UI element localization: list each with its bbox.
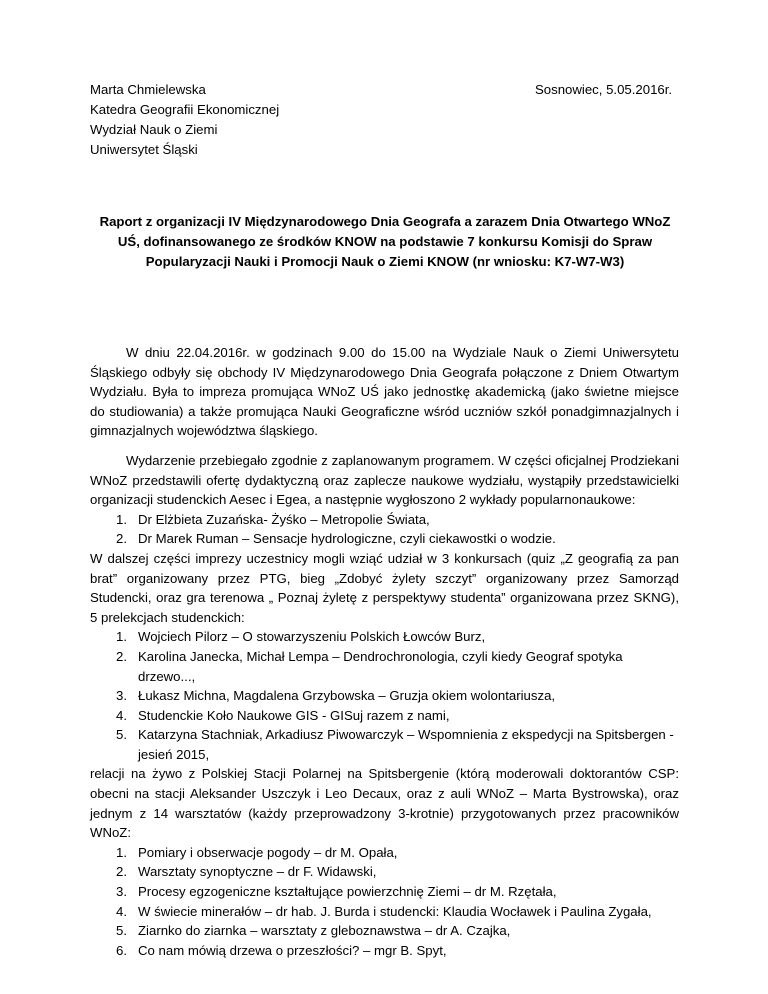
author-name: Marta Chmielewska [90,82,206,97]
list-item [90,529,679,549]
author-department: Katedra Geografii Ekonomicznej [90,102,280,117]
list-item [90,941,679,961]
list-item-text: Łukasz Michna, Magdalena Grzybowska – Gruzja okiem wolontariusza, [138,688,556,704]
paragraph-program: Wydarzenie przebiegało zgodnie z zaplanowanym programem. W części oficjalnej Prodziekani WNoZ przedstawili ofertę dydaktyczną oraz zaplecze naukowe wydziału, wystąpiły przedstawicielki organizacji studenckich Aesec i Egea, a następnie wygłoszono 2 wykłady popularnonaukowe: [90,452,679,508]
list-item-text: Warsztaty synoptyczne – dr F. Widawski, [138,864,377,880]
list-item [90,862,679,882]
list-number: 5. [116,923,127,939]
list-number: 2. [116,531,127,547]
list-item-text: Co nam mówią drzewa o przeszłości? – mgr B. Spyt, [138,942,447,958]
list-number: 5. [116,727,127,743]
list-item [90,843,679,863]
list-item-text: Wojciech Pilorz – O stowarzyszeniu Polskich Łowców Burz, [138,629,486,645]
list-number: 1. [116,629,127,645]
author-faculty: Wydział Nauk o Ziemi [90,122,218,137]
list-number: 2. [116,864,127,880]
list-item-text: Dr Marek Ruman – Sensacje hydrologiczne, czyli ciekawostki o wodzie. [138,531,556,547]
list-item-text: Studenckie Koło Naukowe GIS - GISuj razem z nami, [138,707,450,723]
list-number: 3. [116,688,127,704]
list-number: 4. [116,903,127,919]
list-item [90,882,679,902]
list-number: 4. [116,707,127,723]
list-item-text: W świecie minerałów – dr hab. J. Burda i studencki: Klaudia Wocławek i Paulina Zygała, [138,903,652,919]
workshops-list [90,843,679,961]
list-item [90,510,679,530]
list-item-text: Ziarnko do ziarnka – warsztaty z gleboznawstwa – dr A. Czajka, [138,923,511,939]
list-item-text: Pomiary i obserwacje pogody – dr M. Opała, [138,844,398,860]
report-title: Raport z organizacji IV Międzynarodowego Dnia Geografa a zarazem Dnia Otwartego WNoZ UŚ, dofinansowanego ze środków KNOW na podstawie 7 konkursu Komisji do Spraw Popularyzacji Nauki i Promocji Nauk o Ziemi KNOW (nr wniosku: K7-W7-W3) [99,214,671,269]
list-number: 2. [116,648,127,664]
list-number: 1. [116,511,127,527]
list-item [90,647,679,686]
report-body [90,343,679,960]
paragraph-polar-station: relacji na żywo z Polskiej Stacji Polarnej na Spitsbergenie (którą moderowali doktorantów CSP: obecni na stacji Aleksander Uszczyk i Leo Decaux, oraz z auli WNoZ – Marta Bystrowska), oraz jednym z 14 warsztatów (każdy przeprowadzony 3-krotnie) przygotowanych przez pracowników WNoZ: [90,766,679,841]
list-item [90,921,679,941]
list-item [90,706,679,726]
place-date: Sosnowiec, 5.05.2016r. [535,82,673,97]
list-item-text: Dr Elżbieta Zuzańska- Żyśko – Metropolie Świata, [138,511,430,527]
talks-list [90,627,679,764]
list-item-text: Katarzyna Stachniak, Arkadiusz Piwowarczyk – Wspomnienia z ekspedycji na Spitsbergen - jesień 2015, [138,727,674,762]
list-item-text: Karolina Janecka, Michał Lempa – Dendrochronologia, czyli kiedy Geograf spotyka drzewo..., [138,648,623,684]
list-item [90,725,679,764]
paragraph-intro: W dniu 22.04.2016r. w godzinach 9.00 do 15.00 na Wydziale Nauk o Ziemi Uniwersytetu Śląskiego odbyły się obchody IV Międzynarodowego Dnia Geografa połączone z Dniem Otwartym Wydziału. Była to impreza promująca WNoZ UŚ jako jednostkę akademicką (jako świetne miejsce do studiowania) a także promująca Nauki Geograficzne wśród uczniów szkół ponadgimnazjalnych i gimnazjalnych województwa śląskiego. [90,345,679,439]
list-item [90,686,679,706]
lectures-list [90,510,679,549]
paragraph-competitions: W dalszej części imprezy uczestnicy mogli wziąć udział w 3 konkursach (quiz „Z geografią za pan brat” organizowany przez PTG, bieg „Zdobyć żylety szczyt” organizowany przez Samorząd Studencki, oraz gra terenowa „ Poznaj żyletę z perspektywy studenta” organizowana przez SKNG), 5 prelekcjach studenckich: [90,550,679,625]
list-item-text: Procesy egzogeniczne kształtujące powierzchnię Ziemi – dr M. Rzętała, [138,884,557,900]
author-university: Uniwersytet Śląski [90,142,198,157]
list-item [90,902,679,922]
list-number: 1. [116,844,127,860]
author-block [90,80,279,160]
list-number: 6. [116,942,127,958]
list-number: 3. [116,884,127,900]
list-item [90,627,679,647]
